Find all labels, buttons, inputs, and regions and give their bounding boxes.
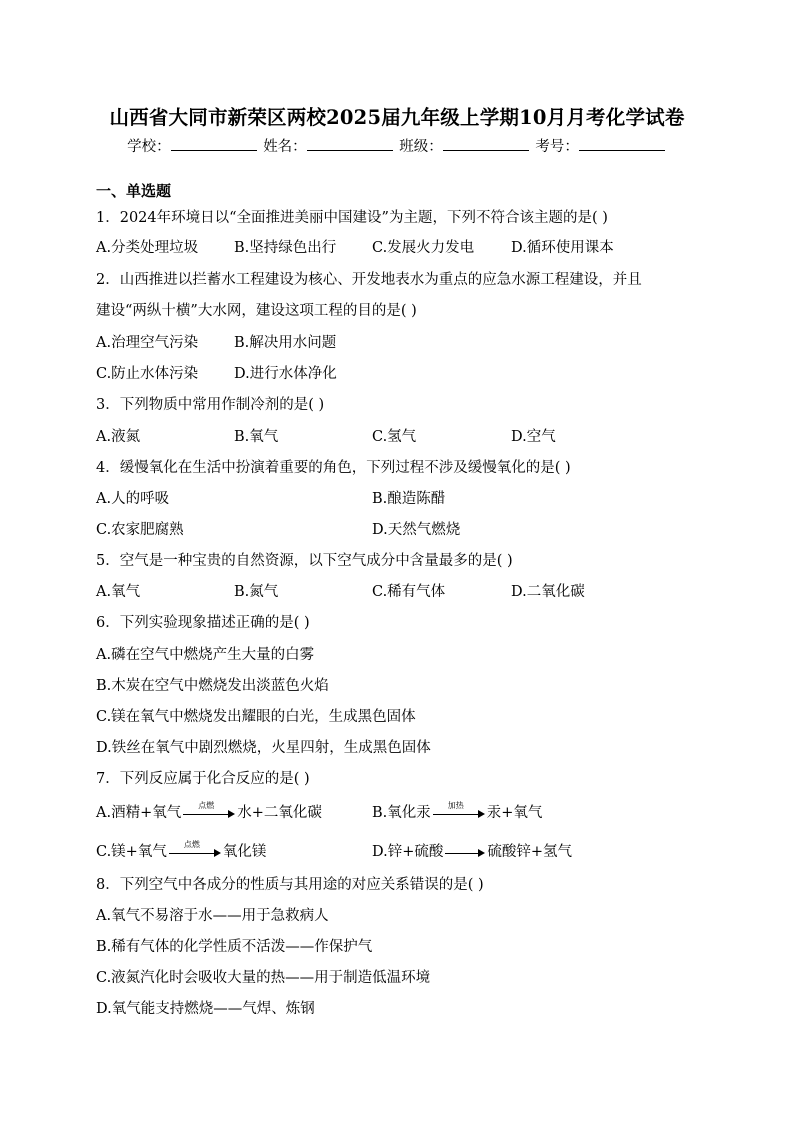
question-2-option-c[interactable]: C.防止水体污染 — [96, 366, 199, 382]
question-3-option-d[interactable]: D.空气 — [511, 429, 556, 445]
question-4-option-a[interactable]: A.人的呼吸 — [96, 491, 170, 507]
school-label: 学校： — [127, 139, 171, 155]
question-3-option-b[interactable]: B.氧气 — [234, 429, 279, 445]
option-c-products: 氧化镁 — [222, 844, 267, 860]
reaction-arrow-icon — [445, 845, 485, 859]
class-blank[interactable] — [443, 138, 529, 151]
question-7-option-c[interactable] — [96, 840, 266, 861]
number-label: 考号： — [535, 139, 579, 155]
question-1-option-a[interactable]: A.分类处理垃圾 — [96, 240, 199, 256]
option-b-products: 汞+氧气 — [486, 805, 543, 821]
option-a-products: 水+二氧化碳 — [237, 805, 322, 821]
reaction-condition: 点燃 — [198, 801, 215, 810]
question-4-stem: 4．缓慢氧化在生活中扮演着重要的角色，下列过程不涉及缓慢氧化的是( ) — [96, 460, 571, 476]
option-a-reactants: A.酒精+氧气 — [96, 805, 182, 821]
question-4-option-d[interactable]: D.天然气燃烧 — [372, 522, 461, 538]
reaction-arrow-icon — [169, 840, 221, 859]
question-6-option-d[interactable]: D.铁丝在氧气中剧烈燃烧，火星四射，生成黑色固体 — [96, 740, 431, 756]
question-4-option-b[interactable]: B.酿造陈醋 — [372, 491, 446, 507]
question-3-option-c[interactable]: C.氢气 — [372, 429, 417, 445]
student-info-row — [0, 135, 794, 156]
question-6-option-a[interactable]: A.磷在空气中燃烧产生大量的白雾 — [96, 647, 315, 663]
question-8-option-b[interactable]: B.稀有气体的化学性质不活泼——作保护气 — [96, 939, 373, 955]
question-5-option-c[interactable]: C.稀有气体 — [372, 584, 446, 600]
option-d-products: 硫酸锌+氢气 — [487, 844, 573, 860]
question-6-option-c[interactable]: C.镁在氧气中燃烧发出耀眼的白光，生成黑色固体 — [96, 709, 416, 725]
question-6-stem: 6．下列实验现象描述正确的是( ) — [96, 615, 310, 631]
question-1-option-d[interactable]: D.循环使用课本 — [511, 240, 614, 256]
section-title: 一、单选题 — [96, 182, 172, 200]
exam-title: 山西省大同市新荣区两校2025届九年级上学期10月月考化学试卷 — [109, 106, 685, 129]
reaction-arrow-icon — [433, 801, 485, 820]
name-blank[interactable] — [307, 138, 393, 151]
question-2-option-b[interactable]: B.解决用水问题 — [234, 335, 337, 351]
question-7-option-b[interactable] — [372, 801, 542, 822]
question-3-stem: 3．下列物质中常用作制冷剂的是( ) — [96, 397, 325, 413]
question-5-stem: 5．空气是一种宝贵的自然资源，以下空气成分中含量最多的是( ) — [96, 553, 513, 569]
question-2-stem-line-2: 建设“两纵十横”大水网，建设这项工程的目的是( ) — [96, 303, 417, 319]
question-2-option-a[interactable]: A.治理空气污染 — [96, 335, 199, 351]
question-2-stem-line-1: 2．山西推进以拦蓄水工程建设为核心、开发地表水为重点的应急水源工程建设，并且 — [96, 272, 642, 288]
question-3-option-a[interactable]: A.液氮 — [96, 429, 141, 445]
question-5-option-b[interactable]: B.氮气 — [234, 584, 279, 600]
question-7-option-a[interactable] — [96, 801, 322, 822]
question-1-option-b[interactable]: B.坚持绿色出行 — [234, 240, 337, 256]
question-8-option-c[interactable]: C.液氮汽化时会吸收大量的热——用于制造低温环境 — [96, 970, 431, 986]
question-6-option-b[interactable]: B.木炭在空气中燃烧发出淡蓝色火焰 — [96, 678, 329, 694]
question-7-stem: 7．下列反应属于化合反应的是( ) — [96, 771, 310, 787]
question-7-option-d[interactable] — [372, 840, 572, 861]
option-d-reactants: D.锌+硫酸 — [372, 844, 444, 860]
reaction-arrow-icon — [183, 801, 235, 820]
name-label: 姓名： — [263, 139, 307, 155]
school-blank[interactable] — [171, 138, 257, 151]
question-2-option-d[interactable]: D.进行水体净化 — [234, 366, 337, 382]
question-4-option-c[interactable]: C.农家肥腐熟 — [96, 522, 184, 538]
option-c-reactants: C.镁+氧气 — [96, 844, 167, 860]
question-8-stem: 8．下列空气中各成分的性质与其用途的对应关系错误的是( ) — [96, 877, 484, 893]
number-blank[interactable] — [579, 138, 665, 151]
question-8-option-d[interactable]: D.氧气能支持燃烧——气焊、炼钢 — [96, 1001, 315, 1017]
class-label: 班级： — [399, 139, 443, 155]
question-5-option-a[interactable]: A.氧气 — [96, 584, 141, 600]
question-8-option-a[interactable]: A.氧气不易溶于水——用于急救病人 — [96, 908, 329, 924]
reaction-condition: 点燃 — [183, 840, 200, 849]
question-1-option-c[interactable]: C.发展火力发电 — [372, 240, 475, 256]
reaction-condition: 加热 — [447, 801, 464, 810]
option-b-reactants: B.氧化汞 — [372, 805, 431, 821]
question-1-stem: 1．2024年环境日以“全面推进美丽中国建设”为主题，下列不符合该主题的是( ) — [96, 210, 608, 226]
question-5-option-d[interactable]: D.二氧化碳 — [511, 584, 585, 600]
